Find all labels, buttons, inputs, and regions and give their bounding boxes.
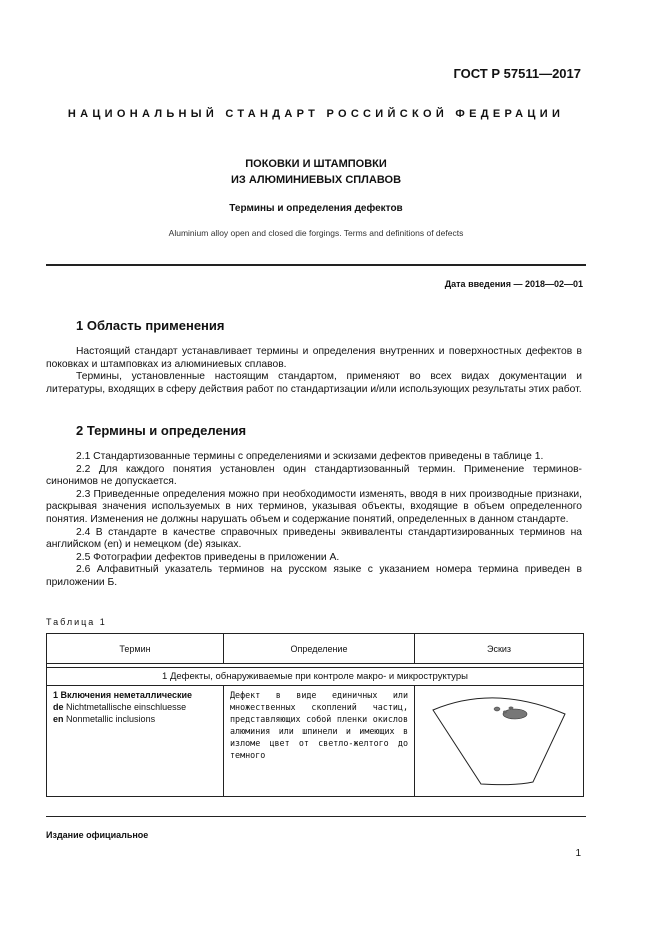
inclusion-cluster-icon [503,709,527,719]
term-en: Nonmetallic inclusions [66,714,156,724]
introduction-date: Дата введения — 2018—02—01 [444,279,583,289]
page-number: 1 [575,848,581,859]
lang-prefix-en: en [53,714,64,724]
subtitle: Термины и определения дефектов [229,203,403,214]
section-2-body [46,451,582,590]
inclusion-particle-icon [503,711,507,714]
term-de: Nichtmetallische einschluesse [66,702,187,712]
column-header-definition: Определение [224,634,415,664]
header-divider [46,264,586,266]
section-1-heading: 1 Область применения [76,318,225,333]
lang-prefix-de: de [53,702,64,712]
term-ru: 1 Включения неметаллические [53,690,193,700]
section-1-body [46,346,582,396]
column-header-sketch: Эскиз [415,634,584,664]
section-2-heading: 2 Термины и определения [76,423,247,438]
paragraph: 2.6 Алфавитный указатель терминов на русском языке с указанием номера термина приведен в приложении Б. [46,564,582,588]
footer-divider [46,816,586,817]
paragraph: 2.2 Для каждого понятия установлен один стандартизованный термин. Применение терминов-синонимов не допускается. [46,463,582,488]
national-standard-banner: НАЦИОНАЛЬНЫЙ СТАНДАРТ РОССИЙСКОЙ ФЕДЕРАЦИИ [67,108,565,120]
paragraph: 2.5 Фотографии дефектов приведены в приложении А. [76,551,340,563]
sketch-cell [415,686,584,797]
title-line-1: ПОКОВКИ И ШТАМПОВКИ [245,158,387,170]
table-caption: Таблица 1 [46,617,107,627]
definition-cell: Дефект в виде единичных или множественных скоплений частиц, представляющих собой пленки окислов алюминия или шпинели и имеющих в изломе цвет от светло-желтого до темного [224,686,415,797]
group-heading: 1 Дефекты, обнаруживаемые при контроле макро- и микроструктуры [47,668,584,686]
column-header-term: Термин [47,634,224,664]
term-en-line [53,713,217,725]
official-edition-label: Издание официальное [46,830,149,840]
document-number: ГОСТ Р 57511—2017 [453,66,581,81]
paragraph: 2.4 В стандарте в качестве справочных приведены эквиваленты стандартизированных терминов на английском (en) и немецком (de) языках. [46,526,582,551]
title-line-2: ИЗ АЛЮМИНИЕВЫХ СПЛАВОВ [230,174,402,186]
paragraph: 2.3 Приведенные определения можно при необходимости изменять, вводя в них производные признаки, раскрывая значения используемых в них терминов, указывая объекты, входящие в объем определенного понятия. Изменения не должны нарушать объем и содержание понятий, определенных в данном стандарте. [46,488,582,525]
term-de-line [53,701,217,713]
nonmetallic-inclusion-sketch [415,686,581,790]
paragraph: 2.1 Стандартизованные термины с определениями и эскизами дефектов приведены в таблице 1. [76,451,544,462]
table-header-row [47,634,584,664]
inclusion-particle-icon [494,707,500,711]
paragraph: Термины, установленные настоящим стандартом, применяют во всех видах документации и литературы, входящих в сферу действия работ по стандартизации и/или использующих результаты этих работ. [46,371,582,395]
table-group-row [47,668,584,686]
inclusion-particle-icon [509,707,514,710]
table-row [47,686,584,797]
english-title: Aluminium alloy open and closed die forgings. Terms and definitions of defects [168,228,464,238]
defects-table [46,633,584,797]
paragraph: Настоящий стандарт устанавливает термины и определения внутренних и поверхностных дефектов в поковках и штамповках из алюминиевых сплавов. [46,346,582,370]
term-cell [47,686,224,797]
